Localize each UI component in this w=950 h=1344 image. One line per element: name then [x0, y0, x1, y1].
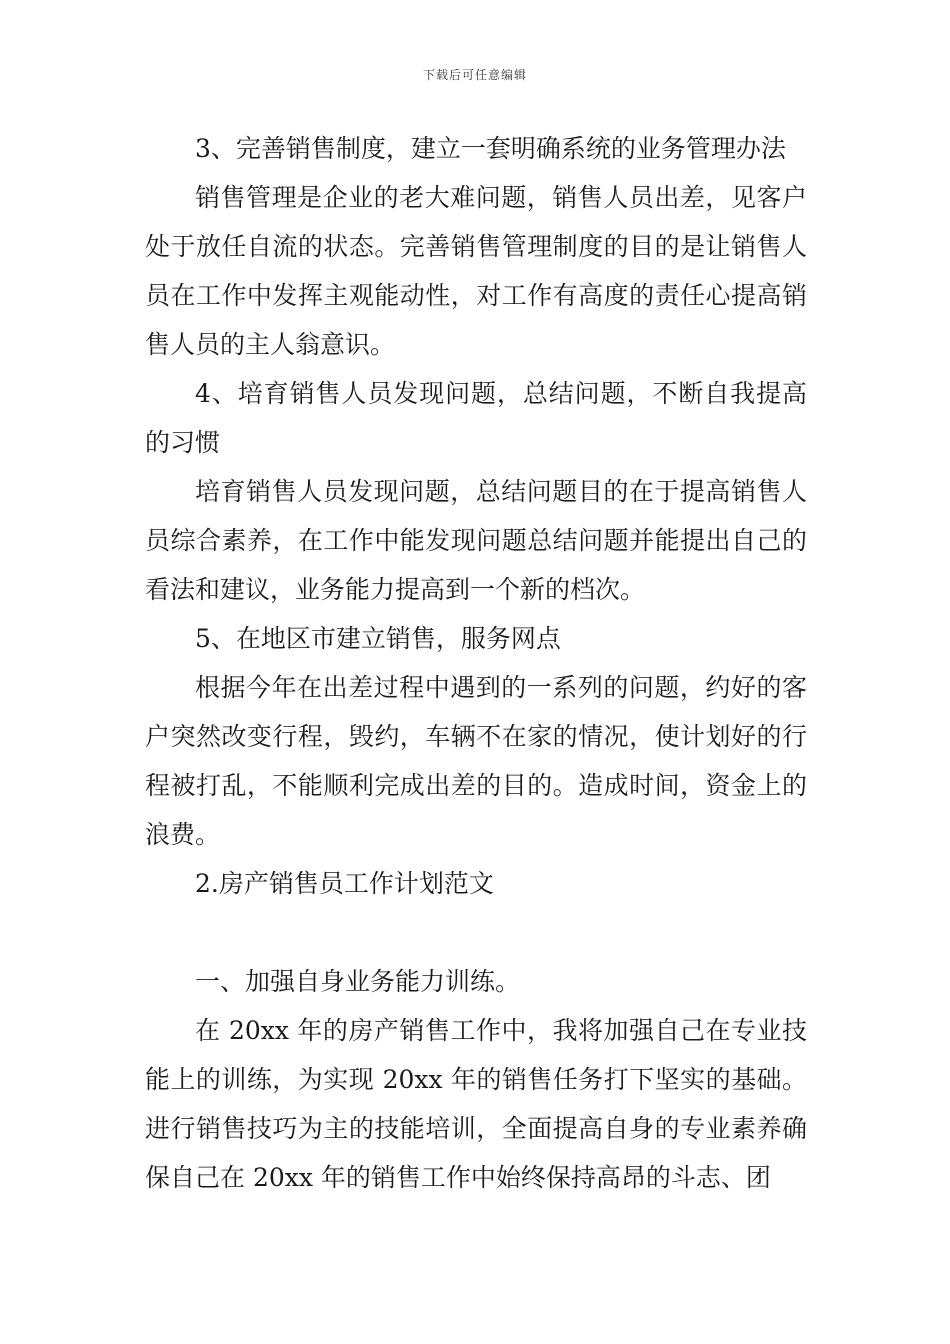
paragraph-skill-training: 在 20xx 年的房产销售工作中，我将加强自己在专业技能上的训练，为实现 20xx 年的销售任务打下坚实的基础。进行销售技巧为主的技能培训，全面提高自身的专业素养确保自己在 20xx 年的销售工作中始终保持高昂的斗志、团: [145, 1016, 807, 1192]
blank-line: [145, 908, 807, 957]
heading-sales-system: 3、完善销售制度，建立一套明确系统的业务管理办法: [195, 134, 786, 163]
paragraph-sales-management: 销售管理是企业的老大难问题，销售人员出差，见客户处于放任自流的状态。完善销售管理制度的目的是让销售人员在工作中发挥主观能动性，对工作有高度的责任心提高销售人员的主人翁意识。: [145, 183, 807, 359]
heading-problem-finding: 4、培育销售人员发现问题，总结问题，不断自我提高的习惯: [145, 379, 807, 457]
section-title-real-estate-plan: 2.房产销售员工作计划范文: [195, 869, 494, 898]
heading-skill-training: 一、加强自身业务能力训练。: [195, 967, 521, 996]
paragraph-travel-issues: 根据今年在出差过程中遇到的一系列的问题，约好的客户突然改变行程，毁约，车辆不在家的情况，使计划好的行程被打乱，不能顺利完成出差的目的。造成时间，资金上的浪费。: [145, 673, 807, 849]
paragraph-problem-finding: 培育销售人员发现问题，总结问题目的在于提高销售人员综合素养，在工作中能发现问题总结问题并能提出自己的看法和建议，业务能力提高到一个新的档次。: [145, 477, 807, 604]
page-header: 下载后可任意编辑: [422, 68, 527, 82]
document-body: [145, 124, 807, 1202]
heading-service-network: 5、在地区市建立销售，服务网点: [195, 624, 561, 653]
